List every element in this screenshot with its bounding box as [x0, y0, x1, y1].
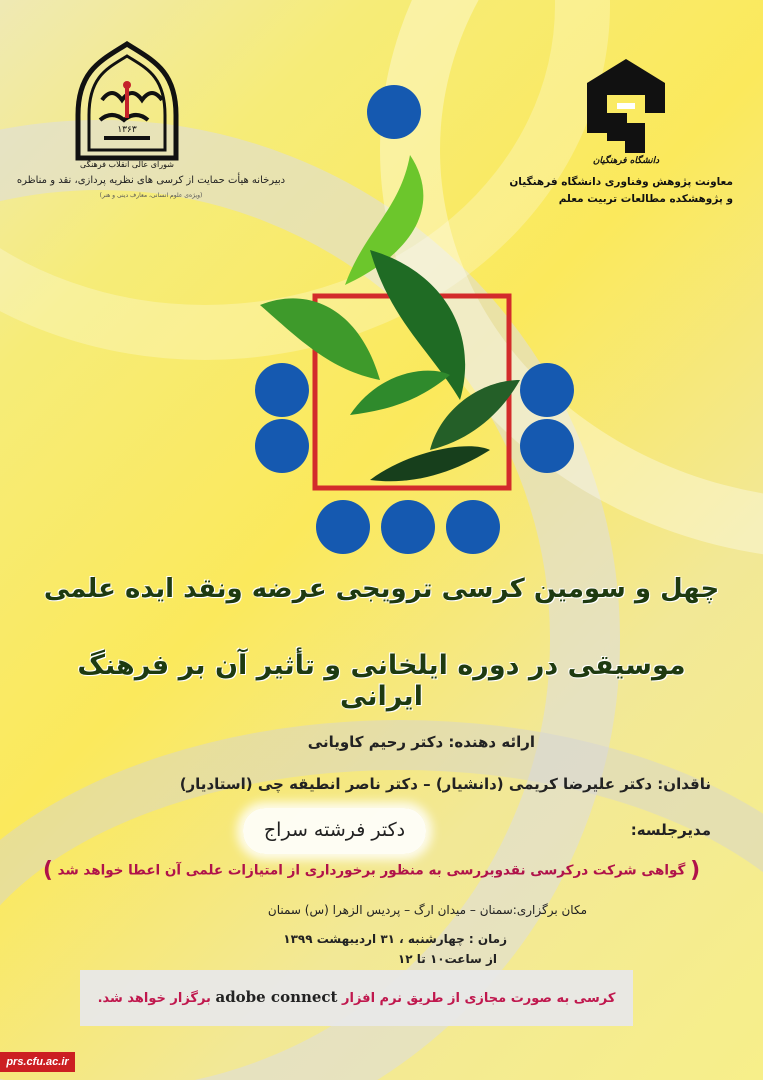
site-watermark: prs.cfu.ac.ir [0, 1052, 75, 1072]
event-topic: موسیقی در دوره ایلخانی و تأثیر آن بر فرهنگ ایرانی [77, 650, 686, 712]
time-text: از ساعت۱۰ تا ۱۲ [397, 952, 497, 966]
emblem-dot [381, 500, 435, 554]
left-caption-sub: (ویژه‌ی علوم انسانی، معارف دینی و هنر) [99, 192, 203, 199]
emblem-dot [316, 500, 370, 554]
emblem-dot [255, 363, 309, 417]
emblem-leaf [370, 446, 490, 481]
emblem-dot [446, 500, 500, 554]
left-logo-year: ۱۳۶۳ [117, 125, 137, 135]
right-caption-line1: معاونت پژوهش وفناوری دانشگاه فرهنگیان [509, 176, 733, 188]
right-caption-line2: و پژوهشکده مطالعات تربیت معلم [558, 193, 733, 205]
event-emblem [250, 80, 580, 560]
emblem-leaf [350, 371, 450, 415]
event-title: چهل و سومین کرسی ترویجی عرضه ونقد ایده علمی [43, 574, 720, 604]
certificate-text: گواهی شرکت درکرسی نقدوبررسی به منظور برخورداری از امتیازات علمی آن اعطا خواهد شد [57, 862, 686, 879]
venue-text: مکان برگزاری:سمنان – میدان ارگ – پردیس الزهرا (س) سمنان [267, 903, 587, 917]
moderator-label: مدیرجلسه: [630, 821, 711, 839]
right-logo-text: دانشگاه فرهنگیان [592, 156, 660, 165]
emblem-dot [520, 363, 574, 417]
online-notice [80, 970, 633, 1026]
notice-after: برگزار خواهد شد. [97, 991, 211, 1006]
certificate-open-paren: ( [690, 858, 701, 883]
background-swirl [0, 720, 763, 1080]
notice-before: کرسی به صورت مجازی از طریق نرم افزار [342, 991, 616, 1006]
farhangian-university-logo [581, 55, 671, 165]
cultural-council-logo [72, 40, 182, 170]
presenter-text: ارائه دهنده: دکتر رحیم کاویانی [307, 733, 535, 751]
certificate-close-paren: ) [42, 858, 53, 883]
moderator-name: دکتر فرشته سراج [243, 808, 426, 854]
emblem-dot [520, 419, 574, 473]
date-text: زمان : چهارشنبه ، ۳۱ اردیبهشت ۱۳۹۹ [283, 932, 507, 946]
left-logo-text: شورای عالی انقلاب فرهنگی [80, 160, 174, 169]
certificate-notice [30, 858, 713, 883]
emblem-dot [255, 419, 309, 473]
critics-text: ناقدان: دکتر علیرضا کریمی (دانشیار) – دکتر ناصر انطیقه چی (استادیار) [179, 775, 711, 793]
emblem-dot [367, 85, 421, 139]
notice-software: adobe connect [215, 988, 338, 1006]
left-caption-main: دبیرخانه هیأت حمایت از کرسی های نظریه پردازی، نقد و مناظره [16, 175, 286, 186]
